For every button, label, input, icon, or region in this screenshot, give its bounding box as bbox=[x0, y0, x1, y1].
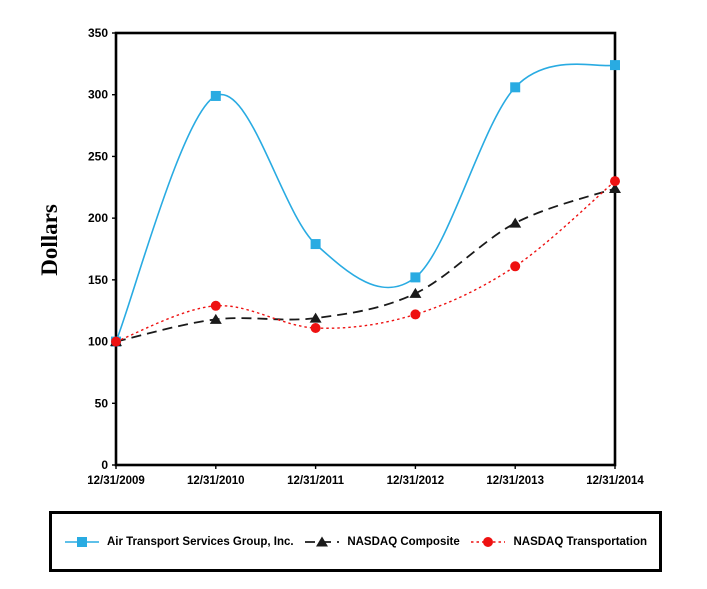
x-tick-label: 12/31/2009 bbox=[87, 475, 145, 487]
legend-label-air-transport: Air Transport Services Group, Inc. bbox=[107, 535, 294, 548]
legend-item-nasdaq-transportation bbox=[470, 535, 647, 549]
series-0-marker bbox=[610, 60, 620, 70]
series-1-marker bbox=[509, 218, 521, 228]
legend-item-air-transport bbox=[64, 535, 294, 549]
y-tick-label: 300 bbox=[87, 87, 108, 102]
plot-border bbox=[116, 33, 615, 465]
x-tick-label: 12/31/2011 bbox=[287, 475, 345, 487]
legend-sample-triangle-icon bbox=[304, 535, 340, 549]
series-1-marker bbox=[409, 288, 421, 298]
legend-label-nasdaq-transportation: NASDAQ Transportation bbox=[513, 535, 647, 548]
series-2-marker bbox=[211, 301, 221, 311]
series-0-marker bbox=[311, 239, 321, 249]
series-2-marker bbox=[410, 309, 420, 319]
series-2-marker bbox=[610, 176, 620, 186]
series-2-marker bbox=[311, 323, 321, 333]
series-2-marker bbox=[111, 337, 121, 347]
y-tick-label: 350 bbox=[87, 26, 108, 40]
x-tick-label: 12/31/2012 bbox=[386, 475, 445, 487]
legend-sample-circle-icon bbox=[470, 535, 506, 549]
legend-label-nasdaq-composite: NASDAQ Composite bbox=[347, 535, 460, 548]
x-tick-label: 12/31/2014 bbox=[586, 475, 644, 487]
series-2-marker bbox=[510, 261, 520, 271]
y-tick-label: 100 bbox=[87, 334, 108, 349]
x-tick-label: 12/31/2010 bbox=[187, 475, 245, 487]
series-0-marker bbox=[410, 272, 420, 282]
series-line-1 bbox=[116, 189, 615, 342]
chart-legend bbox=[49, 511, 662, 572]
legend-sample-square-icon bbox=[64, 535, 100, 549]
plot-group bbox=[87, 26, 644, 487]
y-tick-label: 200 bbox=[87, 211, 108, 226]
series-line-0 bbox=[116, 64, 615, 341]
series-1-marker bbox=[310, 313, 322, 323]
series-0-marker bbox=[211, 91, 221, 101]
y-tick-label: 250 bbox=[87, 149, 108, 164]
y-tick-label: 50 bbox=[94, 396, 108, 411]
series-1-marker bbox=[210, 314, 222, 324]
series-line-2 bbox=[116, 181, 615, 342]
y-tick-label: 0 bbox=[101, 458, 108, 472]
y-axis-title: Dollars bbox=[37, 204, 62, 276]
y-tick-label: 150 bbox=[87, 272, 108, 287]
x-tick-label: 12/31/2013 bbox=[486, 475, 544, 487]
legend-item-nasdaq-composite bbox=[304, 535, 459, 549]
series-0-marker bbox=[510, 82, 520, 92]
legend-marker-square bbox=[77, 537, 87, 547]
legend-marker-circle bbox=[483, 537, 493, 547]
